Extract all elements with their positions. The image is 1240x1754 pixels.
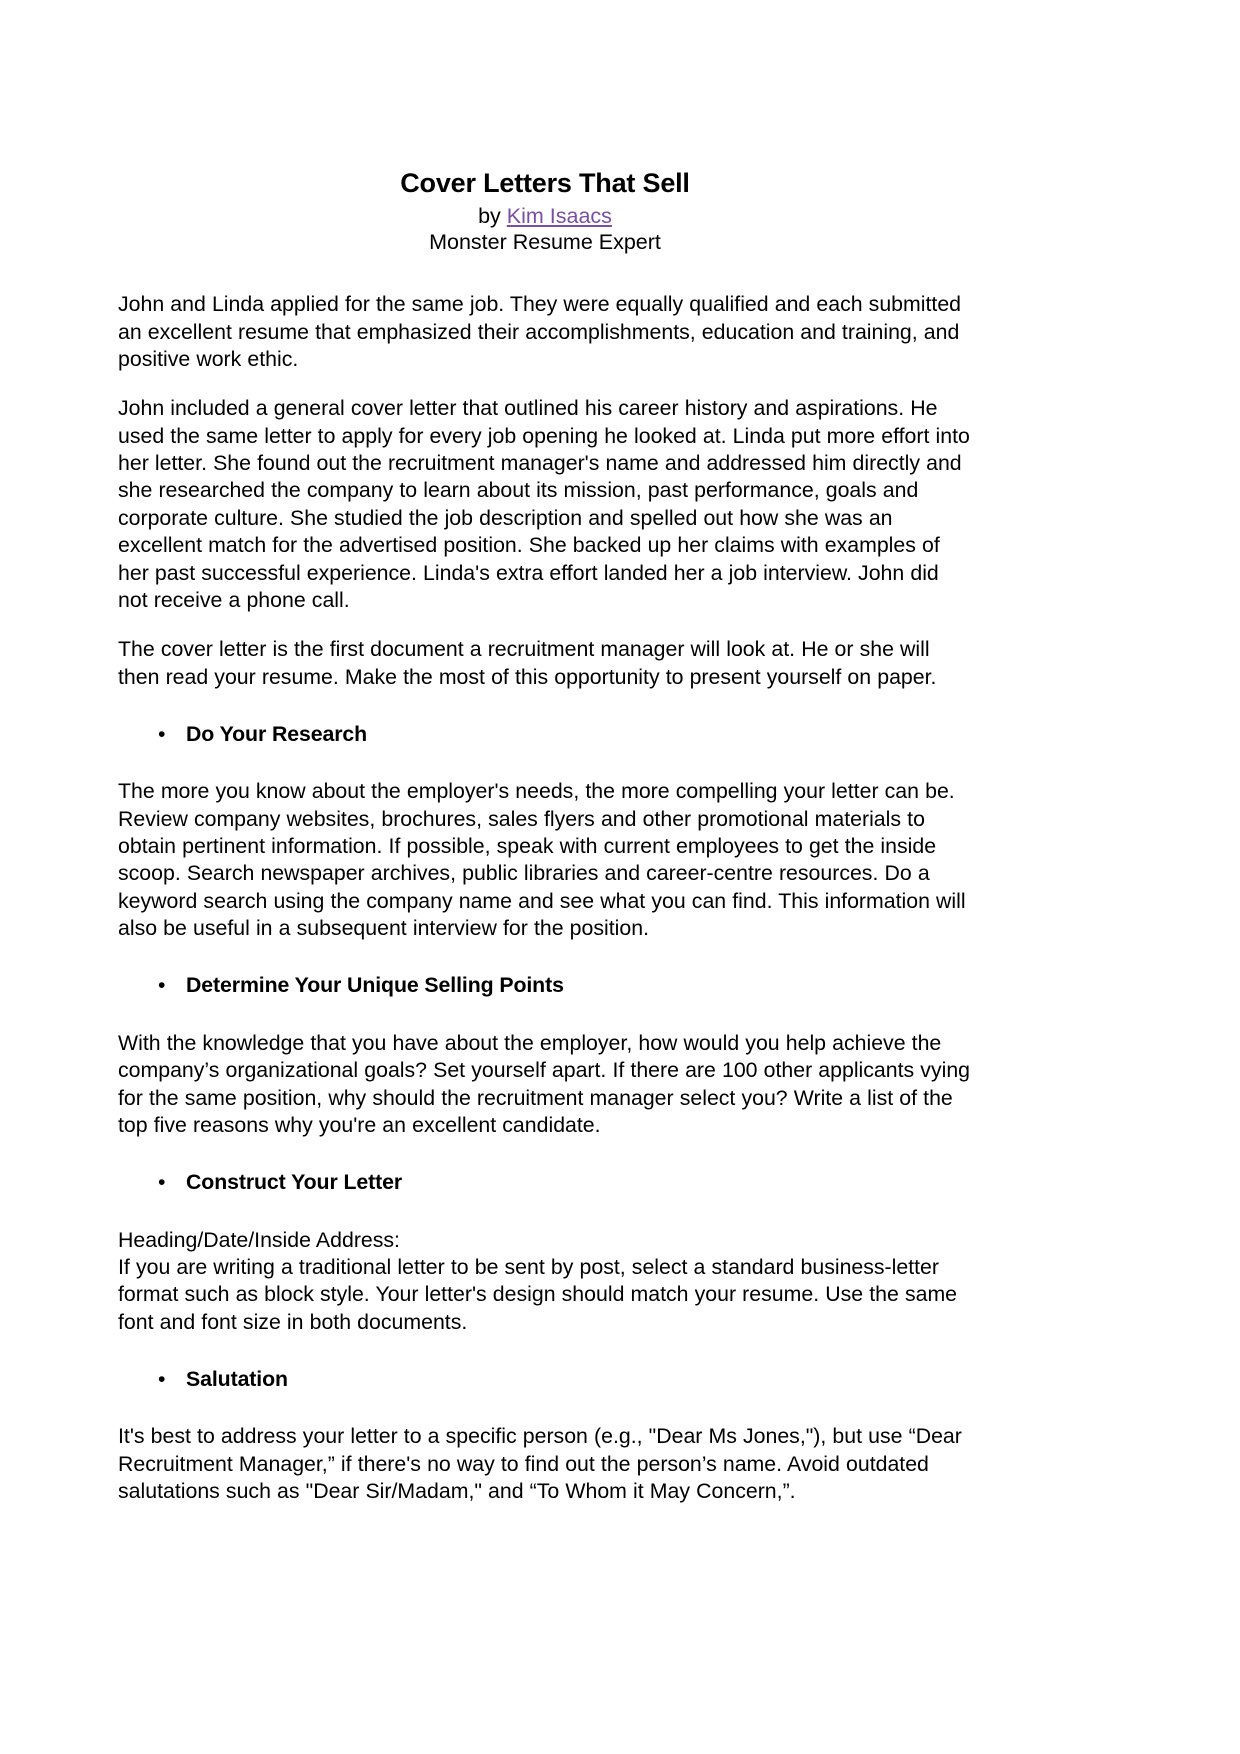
bullet-dot-icon: • [158,1170,166,1195]
paragraph-construct-body: If you are writing a traditional letter to be sent by post, select a standard business-letter format such as block style. Your letter's design should match your resume. Use the same font and font size in both documents. [118,1255,958,1334]
bullet-dot-icon: • [158,1367,166,1392]
spacer [118,691,972,721]
spacer [118,614,972,636]
spacer [118,1393,972,1423]
paragraph-intro-1: John and Linda applied for the same job. They were equally qualified and each submitted an excellent resume that emphasized their accomplishments, education and training, and positive work ethic. [118,292,962,372]
construct-subheading: Heading/Date/Inside Address: [118,1227,400,1252]
bullet-label: Do Your Research [186,721,368,746]
bullet-label: Determine Your Unique Selling Points [186,973,564,998]
paragraph-intro-3: The cover letter is the first document a recruitment manager will look at. He or she will then read your resume. Make the most of this opportunity to present yourself on paper. [118,637,937,689]
bullet-item-unique-selling-points [118,972,972,999]
document-content [118,168,972,1506]
paragraph-usp-body: With the knowledge that you have about the employer, how would you help achieve the company’s organizational goals? Set yourself apart. If there are 100 other applicants vying for the same position, why should the recruitment manager select you? Write a list of the top five reasons why you're an excellent candidate. [118,1030,971,1137]
spacer [118,748,972,778]
spacer [118,1336,972,1366]
paragraph-salutation-body: It's best to address your letter to a specific person (e.g., "Dear Ms Jones,"), but use “Dear Recruitment Manager,” if there's no way to find out the person’s name. Avoid outdated salutations such as "Dear Sir/Madam," and “To Whom it May Concern,”. [118,1424,962,1504]
paragraph-intro-2: John included a general cover letter that outlined his career history and aspirations. He used the same letter to apply for every job opening he looked at. Linda put more effort into her letter. She found out the recruitment manager's name and addressed him directly and she researched the company to learn about its mission, past performance, goals and corporate culture. She studied the job description and spelled out how she was an excellent match for the advertised position. She backed up her claims with examples of her past successful experience. Linda's extra effort landed her a job interview. John did not receive a phone call. [118,396,970,612]
bullet-dot-icon: • [158,973,166,998]
spacer [118,942,972,972]
bullet-label: Salutation [186,1367,288,1392]
author-link[interactable]: Kim Isaacs [506,203,612,228]
byline-prefix: by [478,203,507,228]
spacer [118,1000,972,1030]
bullet-item-do-your-research [118,721,972,748]
spacer [118,1139,972,1169]
paragraph-research-body: The more you know about the employer's needs, the more compelling your letter can be. Review company websites, brochures, sales flyers and other promotional materials to obtain pertinent information. If possible, speak with current employees to get the inside scoop. Search newspaper archives, public libraries and career-centre resources. Do a keyword search using the company name and see what you can find. This information will also be useful in a subsequent interview for the position. [118,779,966,941]
bullet-label: Construct Your Letter [186,1170,403,1195]
page-title: Cover Letters That Sell [400,168,690,198]
spacer [118,255,972,291]
spacer [118,373,972,395]
author-title: Monster Resume Expert [429,230,661,255]
spacer [118,1197,972,1227]
bullet-dot-icon: • [158,721,166,746]
bullet-item-salutation [118,1366,972,1393]
bullet-item-construct-your-letter [118,1169,972,1196]
byline [118,203,972,229]
